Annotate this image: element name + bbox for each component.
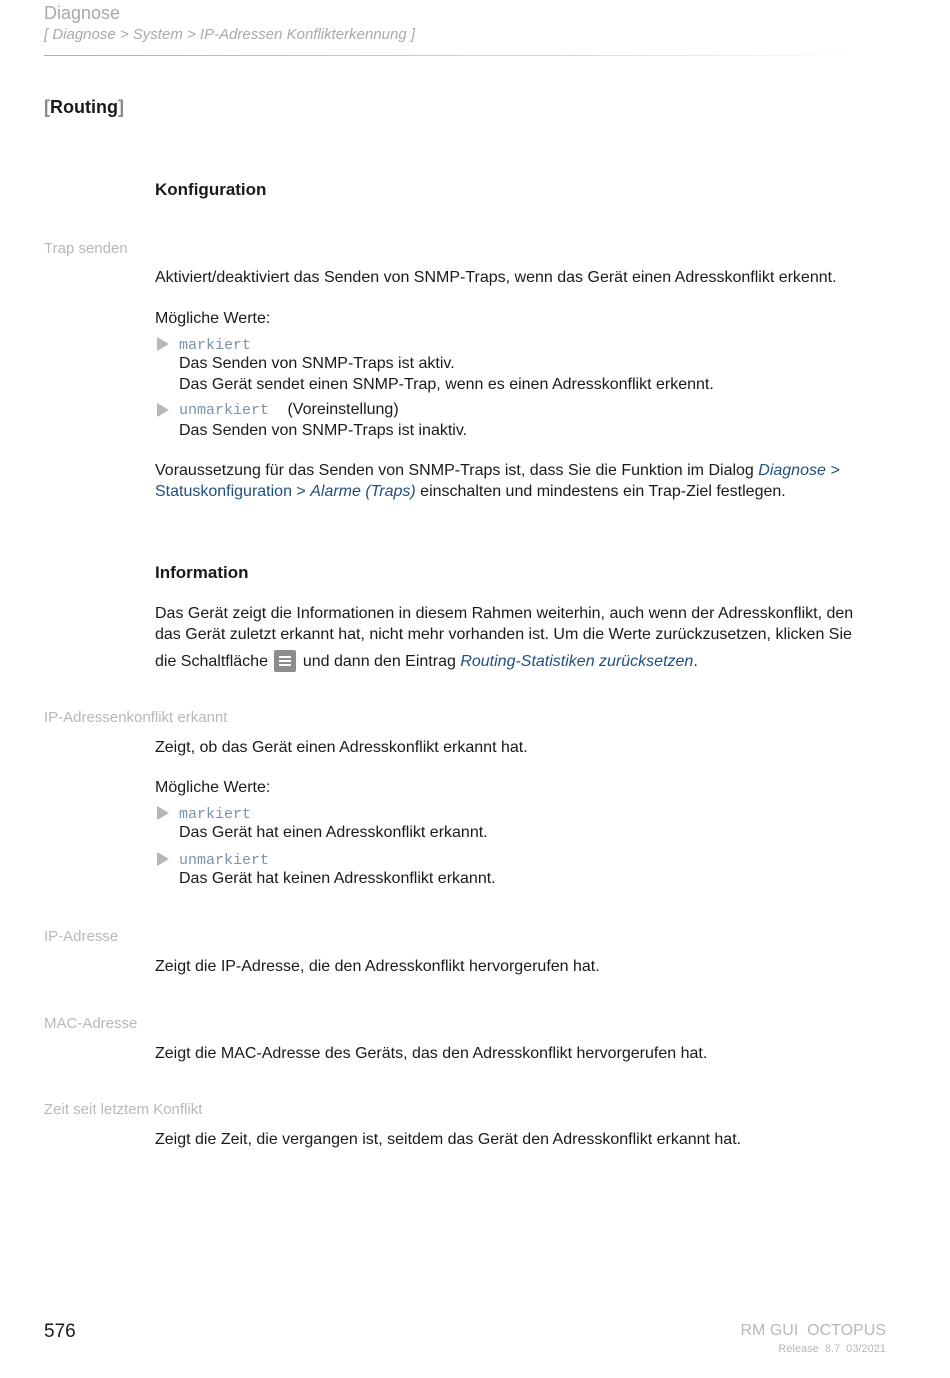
label-ip-adresse: IP-Adresse	[44, 928, 119, 945]
conflict-values-label: Mögliche Werte:	[155, 779, 271, 796]
breadcrumb: [ Diagnose > System > IP-Adressen Konflikterkennung ]	[44, 26, 416, 43]
trap-value-unmarkiert	[179, 400, 899, 422]
link-alarme-traps[interactable]: Alarme (Traps)	[310, 482, 416, 500]
value-default-note: (Voreinstellung)	[287, 401, 399, 418]
label-trap-senden: Trap senden	[44, 240, 128, 257]
link-statuskonfiguration[interactable]: Statuskonfiguration	[155, 482, 292, 500]
bracket-open: [	[44, 97, 50, 117]
bullet-arrow-icon	[157, 852, 169, 866]
intro-line-1: Das Gerät zeigt die Informationen in diesem Rahmen weiterhin, auch wenn der Adresskonflikt, den	[155, 605, 854, 622]
trap-value-unmarkiert-line1: Das Senden von SNMP-Traps ist inaktiv.	[179, 422, 468, 439]
conflict-description: Zeigt, ob das Gerät einen Adresskonflikt erkannt hat.	[155, 739, 528, 756]
prereq-text: Voraussetzung für das Senden von SNMP-Traps ist, dass Sie die Funktion im Dialog	[155, 462, 759, 479]
ip-description: Zeigt die IP-Adresse, die den Adresskonflikt hervorgerufen hat.	[155, 958, 600, 975]
footer-product: RM GUI OCTOPUS	[740, 1322, 886, 1339]
section-title-text: Routing	[50, 97, 118, 117]
page-number: 576	[44, 1321, 76, 1342]
link-separator: >	[291, 482, 311, 500]
bracket-close: ]	[117, 97, 124, 117]
intro-text-end: .	[693, 653, 698, 670]
trap-value-markiert-line2: Das Gerät sendet einen SNMP-Trap, wenn es einen Adresskonflikt erkennt.	[179, 376, 714, 393]
prereq-text-after: einschalten und mindestens ein Trap-Ziel festlegen.	[415, 482, 786, 500]
bullet-arrow-icon	[157, 403, 169, 417]
link-diagnose[interactable]: Diagnose >	[758, 462, 840, 479]
label-zeit-seit-konflikt: Zeit seit letztem Konflikt	[44, 1101, 203, 1118]
value-name: markiert	[179, 806, 252, 823]
value-name: unmarkiert	[179, 852, 270, 869]
conflict-value-markiert-line: Das Gerät hat einen Adresskonflikt erkannt.	[179, 824, 488, 841]
label-mac-adresse: MAC-Adresse	[44, 1015, 138, 1032]
menu-icon[interactable]	[274, 650, 296, 672]
header-divider	[44, 55, 864, 56]
page-header-title: Diagnose	[44, 3, 121, 23]
intro-text-mid: und dann den Eintrag	[298, 653, 461, 670]
time-description: Zeigt die Zeit, die vergangen ist, seitdem das Gerät den Adresskonflikt erkannt hat.	[155, 1131, 742, 1148]
conflict-value-unmarkiert-line: Das Gerät hat keinen Adresskonflikt erkannt.	[179, 870, 496, 887]
intro-line-3	[155, 650, 895, 673]
value-name: unmarkiert	[179, 402, 270, 419]
trap-value-markiert-line1: Das Senden von SNMP-Traps ist aktiv.	[179, 355, 455, 372]
intro-line-2: das Gerät zuletzt erkannt hat, nicht mehr vorhanden ist. Um die Werte zurückzusetzen, klicken Sie	[155, 625, 852, 643]
heading-konfiguration: Konfiguration	[155, 180, 267, 199]
link-routing-statistiken-zuruecksetzen[interactable]: Routing-Statistiken zurücksetzen	[460, 653, 694, 670]
intro-text: die Schaltfläche	[155, 653, 273, 670]
footer-release: Release 8.7 03/2021	[778, 1343, 886, 1355]
mac-description: Zeigt die MAC-Adresse des Geräts, das den Adresskonflikt hervorgerufen hat.	[155, 1045, 708, 1062]
trap-description: Aktiviert/deaktiviert das Senden von SNMP-Traps, wenn das Gerät einen Adresskonflikt erkennt.	[155, 269, 837, 286]
section-title	[44, 97, 124, 118]
label-ip-konflikt: IP-Adressenkonflikt erkannt	[44, 709, 228, 726]
trap-prerequisite	[155, 461, 895, 502]
value-name: markiert	[179, 337, 252, 354]
trap-values-label: Mögliche Werte:	[155, 310, 271, 327]
bullet-arrow-icon	[157, 337, 169, 351]
heading-information: Information	[155, 563, 249, 582]
information-intro	[155, 604, 895, 673]
bullet-arrow-icon	[157, 806, 169, 820]
